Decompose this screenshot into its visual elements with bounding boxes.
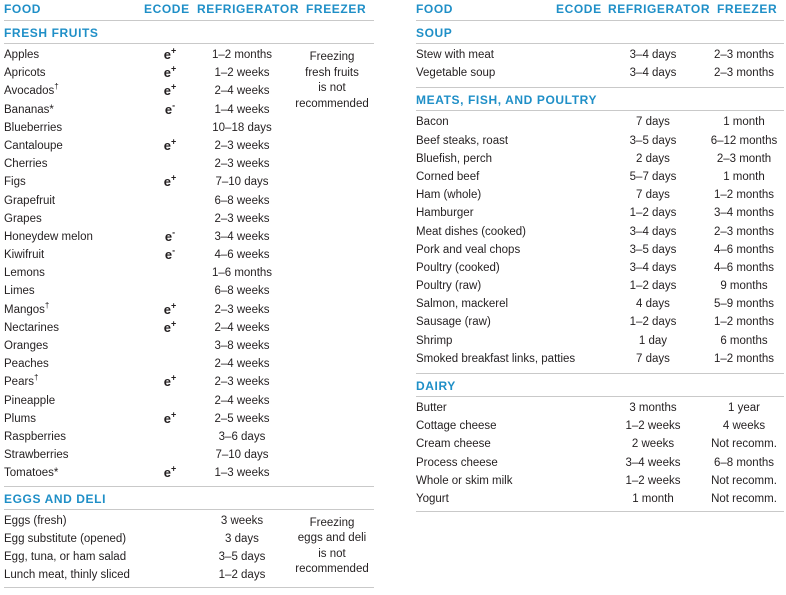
- food-name: [416, 493, 449, 505]
- header-ecode: ECODE: [144, 2, 190, 16]
- food-name: [4, 176, 26, 188]
- refrigerator-time: 1–4 weeks: [214, 103, 270, 116]
- freezer-time: 3–4 months: [713, 207, 775, 220]
- ethylene-producer-icon: e+: [163, 373, 177, 390]
- table-row: [4, 447, 374, 465]
- ecode-sign: +: [170, 63, 177, 74]
- ethylene-producer-icon: e+: [163, 63, 177, 81]
- food-label: Bacon: [416, 116, 449, 129]
- table-row: [4, 429, 374, 447]
- food-name: [4, 449, 69, 461]
- dairy-rows: [416, 397, 784, 512]
- table-row: [416, 224, 784, 242]
- refrigerator-time: 3 months: [629, 402, 677, 414]
- refrigerator-time: 7–10 days: [215, 176, 269, 189]
- refrigerator-time: 7 days: [636, 352, 670, 365]
- refrigerator-time: 7 days: [636, 116, 670, 129]
- food-label: Limes: [4, 285, 35, 298]
- table-row: [4, 156, 374, 174]
- food-name: [416, 67, 495, 79]
- food-label: Hamburger: [416, 207, 474, 220]
- ecode-sign: +: [170, 172, 177, 183]
- refrigerator-time: 1–2 days: [629, 280, 677, 293]
- refrigerator-time: 3 weeks: [220, 514, 264, 527]
- food-name: [416, 49, 494, 61]
- table-row: [4, 549, 374, 567]
- food-name: [416, 153, 492, 165]
- soup-rows: [416, 44, 784, 83]
- food-name: [416, 262, 500, 274]
- food-name: [4, 322, 59, 334]
- food-name: [4, 158, 47, 170]
- header-refrigerator: REFRIGERATOR: [608, 2, 711, 16]
- food-label: Ham (whole): [416, 189, 482, 202]
- refrigerator-time: 1–2 days: [629, 316, 677, 329]
- food-label: Whole or skim milk: [416, 474, 513, 487]
- table-row: [4, 567, 374, 585]
- table-row: [4, 65, 374, 83]
- food-label: Bananas*: [4, 103, 54, 116]
- section-dairy: [416, 373, 784, 397]
- food-label: Pork and veal chops: [416, 243, 521, 256]
- section-title: EGGS AND DELI: [4, 491, 107, 506]
- section-title: SOUP: [416, 26, 453, 40]
- food-name: [4, 67, 46, 79]
- food-name: [4, 431, 66, 443]
- food-name: [416, 438, 491, 450]
- freezer-time: Not recomm.: [711, 492, 777, 505]
- food-label: Avocados: [4, 85, 55, 98]
- food-name: [4, 82, 59, 98]
- freezer-time: 1 month: [723, 170, 765, 183]
- freezer-time: 1–2 months: [713, 189, 775, 202]
- food-label: Honeydew melon: [4, 230, 93, 243]
- refrigerator-time: 3–4 days: [629, 67, 677, 80]
- section-eggs-deli: [4, 486, 374, 510]
- freezer-time: 2–3 months: [713, 67, 775, 80]
- food-name: [416, 280, 481, 292]
- section-title: MEATS, FISH, AND POULTRY: [416, 93, 598, 108]
- food-name: [4, 300, 50, 316]
- ethylene-producer-icon: e+: [163, 136, 177, 153]
- food-name: [416, 420, 497, 432]
- footnote-mark: †: [44, 300, 50, 310]
- food-label: Figs: [4, 176, 26, 189]
- food-label: Raspberries: [4, 430, 66, 443]
- header-ecode: ECODE: [556, 2, 602, 16]
- table-row: [4, 193, 374, 211]
- section-title: FRESH FRUITS: [4, 26, 99, 40]
- food-label: Oranges: [4, 340, 49, 352]
- food-name: [416, 226, 526, 238]
- note-line: fresh fruits: [305, 66, 359, 79]
- table-row: [4, 229, 374, 247]
- food-name: [4, 551, 126, 563]
- ecode-sign: +: [170, 409, 177, 420]
- food-name: [416, 457, 498, 469]
- refrigerator-time: 5–7 days: [629, 170, 677, 183]
- table-row: [416, 278, 784, 296]
- header-food: FOOD: [416, 2, 454, 16]
- refrigerator-time: 1–2 days: [218, 569, 266, 582]
- table-row: [4, 265, 374, 283]
- food-label: Cherries: [4, 158, 48, 171]
- food-name: [416, 298, 508, 310]
- table-row: [416, 205, 784, 223]
- table-row: [416, 314, 784, 332]
- freezer-time: 9 months: [720, 280, 768, 293]
- refrigerator-time: 4–6 weeks: [214, 249, 270, 262]
- refrigerator-time: 2 days: [636, 152, 670, 165]
- food-label: Plums: [4, 412, 36, 425]
- food-name: [4, 267, 45, 279]
- food-name: [416, 402, 447, 414]
- freezer-time: 1–2 months: [713, 316, 775, 329]
- freezer-time: 4 weeks: [722, 420, 766, 433]
- table-row: [4, 513, 374, 531]
- note-line: recommended: [295, 97, 369, 110]
- refrigerator-time: 6–8 weeks: [214, 285, 270, 298]
- food-label: Grapes: [4, 212, 42, 225]
- food-name: [4, 373, 39, 389]
- food-name: [416, 335, 452, 347]
- food-label: Beef steaks, roast: [416, 134, 509, 147]
- ethylene-producer-icon: e+: [163, 318, 177, 335]
- food-label: Lunch meat, thinly sliced: [4, 569, 130, 582]
- header-freezer: FREEZER: [717, 2, 778, 16]
- table-row: [416, 133, 784, 151]
- food-name: [416, 171, 479, 183]
- food-label: Pears: [4, 376, 35, 389]
- food-name: [4, 413, 36, 425]
- food-label: Cantaloupe: [4, 139, 63, 152]
- table-row: [4, 283, 374, 301]
- food-name: [4, 395, 55, 407]
- freezer-time: 6 months: [720, 334, 768, 347]
- food-label: Strawberries: [4, 449, 69, 462]
- ecode-sign: -: [172, 227, 176, 238]
- refrigerator-time: 1–6 months: [211, 267, 273, 280]
- header-refrigerator: REFRIGERATOR: [197, 2, 300, 16]
- ethylene-producer-icon: e+: [163, 409, 177, 426]
- table-row: [4, 302, 374, 320]
- food-name: [4, 140, 63, 152]
- refrigerator-time: 1 day: [638, 334, 668, 347]
- food-label: Process cheese: [416, 456, 498, 469]
- ecode-sign: +: [170, 318, 177, 329]
- food-label: Egg, tuna, or ham salad: [4, 550, 127, 563]
- food-label: Pineapple: [4, 394, 56, 407]
- table-row: [4, 393, 374, 411]
- refrigerator-time: 3–6 days: [218, 430, 266, 443]
- food-label: Kiwifruit: [4, 249, 45, 262]
- table-row: [416, 260, 784, 278]
- refrigerator-time: 3–5 days: [629, 134, 677, 147]
- refrigerator-time: 2–3 weeks: [214, 158, 270, 171]
- table-row: [4, 211, 374, 229]
- table-row: [4, 102, 374, 120]
- food-name: [416, 116, 449, 128]
- section-soup: [416, 21, 784, 44]
- refrigerator-time: 3–5 days: [218, 550, 266, 563]
- table-row: [4, 374, 374, 392]
- meats-rows: [416, 111, 784, 369]
- food-label: Shrimp: [416, 334, 453, 347]
- food-name: [416, 207, 474, 219]
- table-row: [416, 65, 784, 83]
- table-row: [416, 47, 784, 65]
- food-name: [4, 231, 93, 243]
- food-name: [4, 533, 126, 545]
- table-row: [4, 411, 374, 429]
- refrigerator-time: 2–3 weeks: [214, 139, 270, 152]
- freezer-time: 1 year: [728, 402, 760, 414]
- table-row: [416, 242, 784, 260]
- food-label: Mangos: [4, 303, 45, 316]
- refrigerator-time: 3 days: [225, 532, 259, 545]
- food-name: [416, 189, 481, 201]
- table-row: [4, 174, 374, 192]
- table-row: [4, 120, 374, 138]
- table-row: [416, 333, 784, 351]
- table-row: [416, 455, 784, 473]
- refrigerator-time: 2–4 weeks: [214, 358, 270, 371]
- food-name: [4, 195, 55, 207]
- table-row: [416, 169, 784, 187]
- food-label: Lemons: [4, 267, 45, 280]
- food-label: Sausage (raw): [416, 316, 491, 329]
- food-name: [416, 244, 520, 256]
- refrigerator-time: 2–5 weeks: [214, 412, 270, 425]
- refrigerator-time: 6–8 weeks: [214, 194, 270, 207]
- section-title: DAIRY: [416, 379, 456, 393]
- food-name: [4, 213, 42, 225]
- table-row: [416, 187, 784, 205]
- ethylene-producer-icon: e+: [163, 82, 177, 99]
- table-row: [416, 351, 784, 369]
- refrigerator-time: 1–2 days: [629, 207, 677, 220]
- ecode-sign: -: [172, 100, 176, 111]
- table-row: [4, 356, 374, 374]
- refrigerator-time: 7–10 days: [215, 449, 269, 462]
- eggs-deli-rows: [4, 510, 374, 589]
- ethylene-producer-icon: e+: [163, 45, 177, 62]
- freezer-time: 2–3 months: [713, 225, 775, 238]
- section-meats: [416, 87, 784, 111]
- table-row: [416, 400, 784, 418]
- ethylene-producer-icon: e+: [163, 172, 177, 190]
- food-name: [4, 104, 54, 116]
- food-name: [416, 353, 575, 365]
- header-freezer: FREEZER: [306, 2, 367, 16]
- ethylene-sensitive-icon: e-: [164, 100, 176, 117]
- table-row: [416, 473, 784, 491]
- food-label: Blueberries: [4, 121, 63, 134]
- refrigerator-time: 2–4 weeks: [214, 394, 270, 407]
- refrigerator-time: 1 month: [632, 492, 674, 505]
- section-fresh-fruits: [4, 21, 374, 44]
- table-row: [4, 138, 374, 156]
- fresh-fruits-rows: [4, 44, 374, 484]
- table-row: [4, 247, 374, 265]
- ecode-sign: +: [170, 463, 177, 474]
- refrigerator-time: 7 days: [636, 189, 670, 202]
- refrigerator-time: 1–2 weeks: [625, 420, 681, 433]
- food-name: [4, 340, 48, 352]
- freezer-time: 4–6 months: [713, 243, 775, 256]
- note-line: Freezing: [309, 516, 355, 529]
- table-row: [416, 418, 784, 436]
- food-label: Apples: [4, 49, 40, 61]
- refrigerator-time: 3–8 weeks: [214, 340, 270, 352]
- refrigerator-time: 4 days: [636, 298, 670, 311]
- refrigerator-time: 3–4 days: [629, 261, 677, 274]
- food-label: Nectarines: [4, 321, 59, 334]
- refrigerator-time: 1–2 months: [211, 49, 273, 61]
- freezer-time: 1 month: [723, 116, 765, 129]
- table-row: [416, 436, 784, 454]
- table-row: [4, 465, 374, 483]
- header-food: FOOD: [4, 2, 42, 16]
- ecode-sign: -: [172, 245, 176, 256]
- footnote-mark: †: [34, 373, 39, 383]
- food-label: Cream cheese: [416, 438, 491, 451]
- refrigerator-time: 2–4 weeks: [214, 85, 270, 98]
- table-row: [4, 47, 374, 65]
- table-row: [416, 151, 784, 169]
- ecode-sign: +: [170, 300, 177, 311]
- freezer-time: 2–3 month: [716, 152, 772, 165]
- food-name: [416, 475, 512, 487]
- refrigerator-time: 3–4 days: [629, 49, 677, 61]
- food-label: Peaches: [4, 358, 49, 371]
- ecode-sign: +: [170, 45, 177, 56]
- food-name: [4, 467, 58, 479]
- refrigerator-time: 1–2 weeks: [214, 67, 270, 80]
- food-label: Corned beef: [416, 170, 480, 183]
- food-label: Grapefruit: [4, 194, 56, 207]
- freezer-time: 5–9 months: [713, 298, 775, 311]
- refrigerator-time: 2–3 weeks: [214, 303, 270, 316]
- freezer-time: 4–6 months: [713, 261, 775, 274]
- ethylene-producer-icon: e+: [163, 463, 177, 481]
- table-row: [416, 491, 784, 509]
- food-label: Eggs (fresh): [4, 514, 67, 527]
- food-label: Yogurt: [416, 492, 449, 505]
- food-name: [4, 358, 49, 370]
- freezer-time: 6–8 months: [713, 456, 775, 469]
- food-label: Tomatoes*: [4, 467, 59, 480]
- refrigerator-time: 2–3 weeks: [214, 212, 270, 225]
- food-name: [4, 285, 35, 297]
- left-column: [4, 0, 374, 588]
- food-label: Vegetable soup: [416, 67, 496, 80]
- freezer-time: Not recomm.: [711, 438, 777, 451]
- ethylene-sensitive-icon: e-: [164, 227, 176, 244]
- refrigerator-time: 3–4 weeks: [625, 456, 681, 469]
- food-label: Apricots: [4, 67, 46, 80]
- note-line: eggs and deli: [297, 532, 367, 544]
- right-column: [416, 0, 784, 512]
- freezer-time: 6–12 months: [710, 134, 778, 147]
- food-name: [416, 316, 491, 328]
- refrigerator-time: 3–4 weeks: [214, 230, 270, 243]
- food-label: Smoked breakfast links, patties: [416, 352, 576, 365]
- refrigerator-time: 3–5 days: [629, 243, 677, 256]
- food-name: [416, 135, 508, 147]
- note-line: Freezing: [309, 51, 355, 63]
- table-header: [416, 0, 784, 21]
- ethylene-producer-icon: e+: [163, 300, 177, 317]
- freezer-time: 1–2 months: [713, 352, 775, 365]
- refrigerator-time: 10–18 days: [212, 121, 272, 134]
- note-line: is not: [318, 547, 346, 560]
- food-label: Egg substitute (opened): [4, 532, 127, 545]
- footnote-mark: †: [54, 82, 59, 92]
- food-name: [4, 569, 130, 581]
- note-line: recommended: [295, 563, 369, 575]
- food-name: [4, 515, 67, 527]
- food-name: [4, 122, 62, 134]
- table-row: [4, 83, 374, 101]
- table-row: [4, 531, 374, 549]
- food-label: Stew with meat: [416, 49, 494, 61]
- food-label: Butter: [416, 402, 447, 414]
- food-label: Meat dishes (cooked): [416, 225, 526, 238]
- refrigerator-time: 1–2 weeks: [625, 474, 681, 487]
- ethylene-sensitive-icon: e-: [164, 245, 176, 263]
- food-label: Poultry (cooked): [416, 261, 500, 274]
- food-label: Cottage cheese: [416, 420, 497, 433]
- refrigerator-time: 2–3 weeks: [214, 376, 270, 389]
- food-label: Salmon, mackerel: [416, 298, 509, 311]
- ecode-sign: +: [170, 82, 177, 93]
- refrigerator-time: 2–4 weeks: [214, 321, 270, 334]
- refrigerator-time: 1–3 weeks: [214, 467, 270, 480]
- refrigerator-time: 2 weeks: [631, 438, 675, 451]
- table-row: [4, 320, 374, 338]
- ecode-sign: +: [170, 136, 177, 147]
- table-header: [4, 0, 374, 21]
- table-row: [4, 338, 374, 356]
- refrigerator-time: 3–4 days: [629, 225, 677, 238]
- food-label: Bluefish, perch: [416, 152, 493, 165]
- freezer-time: 2–3 months: [713, 49, 775, 61]
- food-name: [4, 249, 44, 261]
- food-name: [4, 49, 39, 61]
- freezer-time: Not recomm.: [711, 474, 777, 487]
- food-label: Poultry (raw): [416, 280, 482, 293]
- table-row: [416, 114, 784, 132]
- table-row: [416, 296, 784, 314]
- note-line: is not: [318, 82, 346, 94]
- ecode-sign: +: [170, 373, 177, 384]
